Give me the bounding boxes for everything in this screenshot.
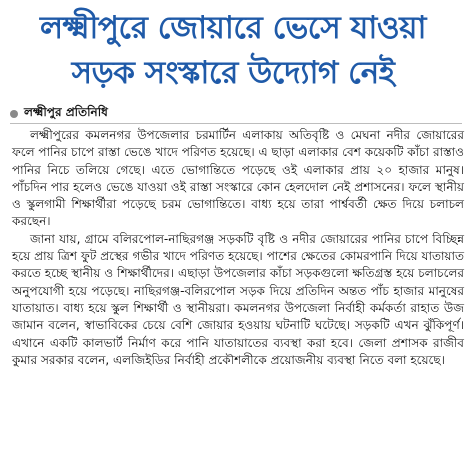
headline-line-1: লক্ষ্মীপুরে জোয়ারে ভেসে যাওয়া [40, 10, 426, 46]
headline-line-2: সড়ক সংস্কারে উদ্যোগ নেই [71, 55, 395, 91]
article-paragraph-2: জানা যায়, গ্রামে বলিরপোল-নাছিরগঞ্জ সড়কটি বৃষ্টি ও নদীর জোয়ারের পানির চাপে বিচ্ছিন্ন হয়ে প্রায় ত্রিশ ফুট প্রস্থের গভীর খাদে পরিণত হয়েছে। পাশের ক্ষেতের কোমরপানি দিয়ে যাতায়াত করতে হচ্ছে স্থানীয় ও শিক্ষার্থীদের। এছাড়া উপজেলার কাঁচা সড়কগুলো ক্ষতিগ্রস্ত হয়ে চলাচলের অনুপযোগী হয়ে পড়েছে। নাছিরগঞ্জ-বলিরপোল সড়ক দিয়ে প্রতিদিন অন্তত পাঁচ হাজার মানুষের যাতায়াত। বাধ্য হয়ে স্কুল শিক্ষার্থী ও স্থানীয়রা। কমলনগর উপজেলা নির্বাহী কর্মকর্তা রাহাত উজ জামান বলেন, স্বাভাবিকের চেয়ে বেশি জোয়ার হওয়ায় ঘটনাটি ঘটেছে। সড়কটি এখন ঝুঁকিপূর্ণ। এখানে একটি কালভার্ট নির্মাণ করে পানি যাতায়াতের ব্যবস্থা করা হবে। জেলা প্রশাসক রাজীব কুমার সরকার বলেন, এলজিইডির নির্বাহী প্রকৌশলীকে প্রয়োজনীয় ব্যবস্থা নিতে বলা হয়েছে। [12, 231, 464, 367]
article-body [12, 127, 464, 369]
bullet-icon [10, 110, 18, 118]
byline [10, 105, 108, 123]
article-paragraph-1: লক্ষ্মীপুরের কমলনগর উপজেলার চরমার্টিন এলাকায় অতিবৃষ্টি ও মেঘনা নদীর জোয়ারের ফলে পানির চাপে রাস্তা ভেঙে খাদে পরিণত হয়েছে। এ ছাড়া এলাকার বেশ কয়েকটি কাঁচা রাস্তাও পানির নিচে তলিয়ে গেছে। এতে ভোগান্তিতে পড়েছে ওই এলাকার প্রায় ২০ হাজার মানুষ। পাঁচদিন পার হলেও ভেঙে যাওয়া ওই রাস্তা সংস্কারে কোন হেলদোল নেই প্রশাসনের। ফলে স্থানীয় ও স্কুলগামী শিক্ষার্থীরা পড়েছে চরম ভোগান্তিতে। বাধ্য হয়ে তারা পার্শ্ববর্তী ক্ষেত দিয়ে চলাচল করছেন। [12, 128, 464, 229]
headline [0, 6, 466, 96]
byline-text: লক্ষ্মীপুর প্রতিনিধি [24, 105, 108, 119]
divider [10, 123, 462, 124]
